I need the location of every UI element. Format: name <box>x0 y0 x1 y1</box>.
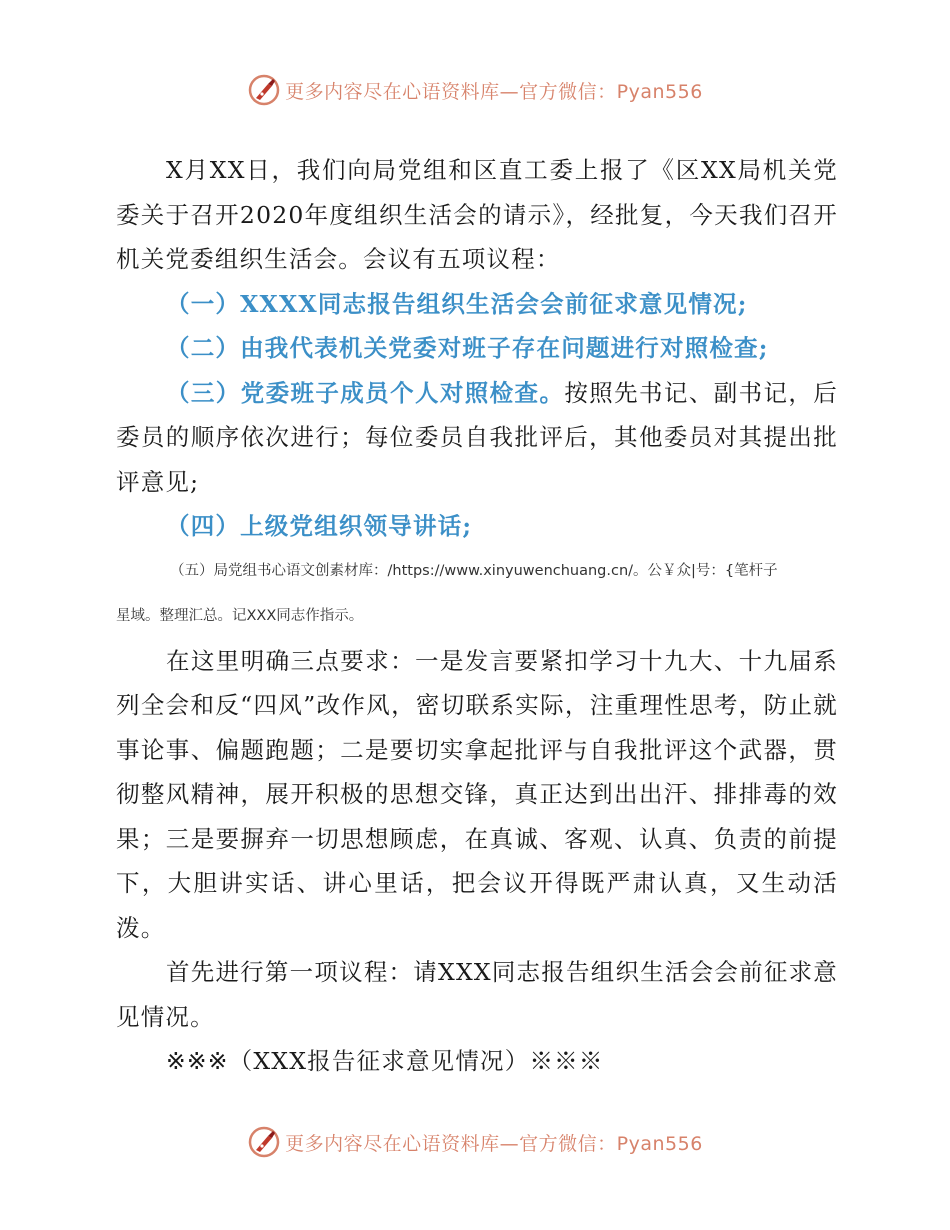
agenda-item-3-body: 按照先书记、副书记，后委员的顺序依次进行；每位委员自我批评后，其他委员对其提出批评意见; <box>116 378 839 496</box>
agenda-item-2: （二）由我代表机关党委对班子存在问题进行对照检查; <box>166 334 769 362</box>
requirements-paragraph: 在这里明确三点要求：一是发言要紧扣学习十九大、十九届系列全会和反“四风”改作风，密切联系实际，注重理性思考，防止就事论事、偏题跑题；二是要切实拿起批评与自我批评这个武器，贯彻整风精神，展开积极的思想交锋，真正达到出出汗、排排毒的效果；三是要摒弃一切思想顾虑，在真诚、客观、认真、负责的前提下，大胆讲实话、讲心里话，把会议开得既严肃认真，又生动活泼。 <box>116 646 838 942</box>
agenda-item-3 <box>116 371 838 505</box>
agenda-item-4: （四）上级党组织领导讲话; <box>166 512 473 540</box>
footer-banner-text: 更多内容尽在心语资料库—官方微信：Pyan556 <box>285 1132 703 1155</box>
agenda-item-3-title: （三）党委班子成员个人对照检查。 <box>166 378 565 407</box>
header-banner <box>0 70 950 110</box>
footer-banner <box>0 1122 950 1162</box>
first-item-paragraph: 首先进行第一项议程：请XXX同志报告组织生活会会前征求意见情况。 <box>116 958 838 1031</box>
agenda-item-5-line-1: （五）局党组书心语文创素材库：/https://www.xinyuwenchuang.cn/。公￥众|号：{笔杆子 <box>170 562 778 579</box>
intro-paragraph: X月XX日，我们向局党组和区直工委上报了《区XX局机关党委关于召开2020年度组织生活会的请示》，经批复，今天我们召开机关党委组织生活会。会议有五项议程： <box>116 156 838 273</box>
pen-nib-logo-icon <box>247 73 281 107</box>
agenda-item-1: （一）XXXX同志报告组织生活会会前征求意见情况; <box>166 289 748 318</box>
pen-nib-logo-icon <box>247 1125 281 1159</box>
document-body <box>116 148 838 1084</box>
report-marker: ※※※（XXX报告征求意见情况）※※※ <box>166 1047 604 1075</box>
header-banner-text: 更多内容尽在心语资料库—官方微信：Pyan556 <box>285 80 703 103</box>
agenda-item-5-line-2: 星域。整理汇总。记XXX同志作指示。 <box>116 607 364 624</box>
